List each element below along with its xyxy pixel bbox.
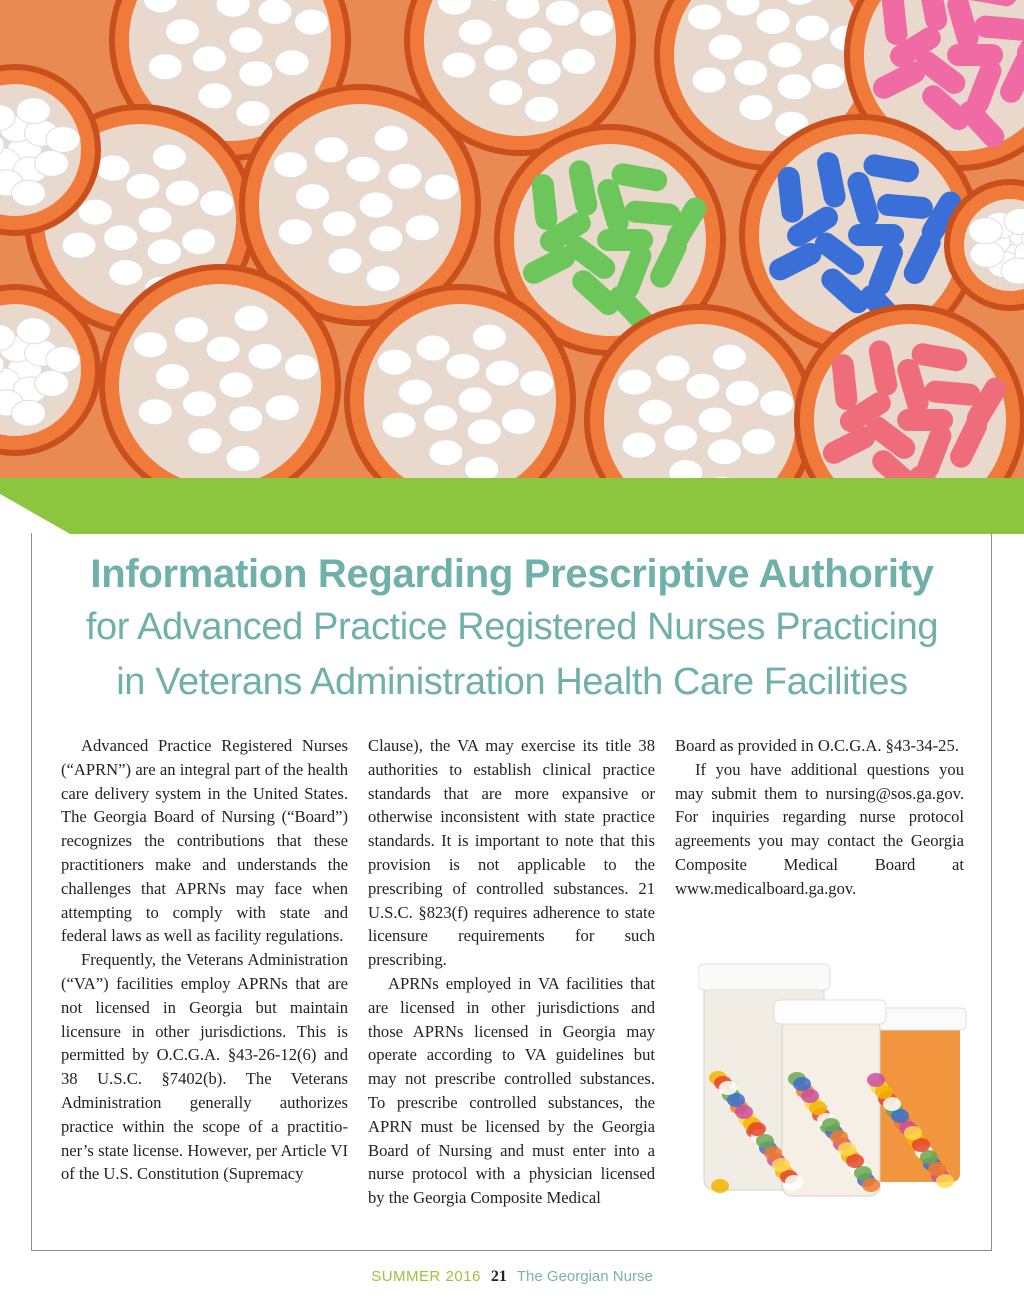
title-line-3: in Veterans Administration Health Care Facilities	[116, 661, 908, 703]
paragraph: Board as provided in O.C.G.A. §43-34-25.	[675, 736, 959, 755]
paragraph: Clause), the VA may exercise its title 38 authorities to establish clinical practice standards that are more expansive or otherwise inconsistent with state practice standards. It is important to note that this provision is not applicable to the prescribing of controlled substances. 21 U.S.C. §823(f) requires adherence to state licensure requirements for such prescribing.	[368, 736, 655, 970]
article-title	[0, 548, 1024, 710]
paragraph: APRNs employed in VA facilities that are licensed in other jurisdictions and those APRNs licensed in Georgia may operate according to VA guidelines but may not prescribe controlled substances. To prescribe controlled substances, the APRN must be licensed by the Georgia Board of Nursing and must enter into a nurse protocol with a physician licensed by the Georgia Composite Medical	[368, 973, 655, 1208]
green-banner	[0, 474, 1024, 534]
paragraph: Advanced Practice Registered Nurses (“APRN”) are an integral part of the health care delivery system in the United States. The Georgia Board of Nursing (“Board”) recognizes the contributions that these practitioners make and understands the challenges that APRNs may face when attempting to comply with state and federal laws as well as facility regulations.	[61, 736, 348, 946]
text-column-3	[675, 734, 964, 901]
page-number: 21	[490, 1268, 507, 1285]
title-line-2: for Advanced Practice Registered Nurses Practicing	[85, 606, 939, 648]
text-column-1	[61, 734, 348, 1186]
publication-name: The Georgian Nurse	[516, 1268, 653, 1285]
text-column-2	[368, 734, 655, 1210]
title-line-1: Information Regarding Prescriptive Authority	[90, 552, 934, 596]
hero-photo-pill-bottles	[0, 0, 1024, 478]
paragraph: Frequently, the Veterans Administration (“VA”) facilities employ APRNs that are not licensed in Georgia but maintain licensure in other jurisdictions. This is permitted by O.C.G.A. §43-26-12(6) and 38 U.S.C. §7402(b). The Veterans Administration generally authorizes practice within the scope of a practitioner’s state license. However, per Article VI of the U.S. Constitution (Supremacy	[61, 950, 348, 1184]
paragraph: If you have additional questions you may submit them to nursing@sos.ga.gov. For inquiries regarding nurse protocol agreements you may contact the Georgia Composite Medical Board at www.medicalboard.ga.gov.	[675, 759, 964, 898]
pill-bottles-photo	[698, 958, 968, 1198]
page-footer	[0, 1268, 1024, 1286]
footer-issue: SUMMER 2016	[371, 1268, 481, 1285]
